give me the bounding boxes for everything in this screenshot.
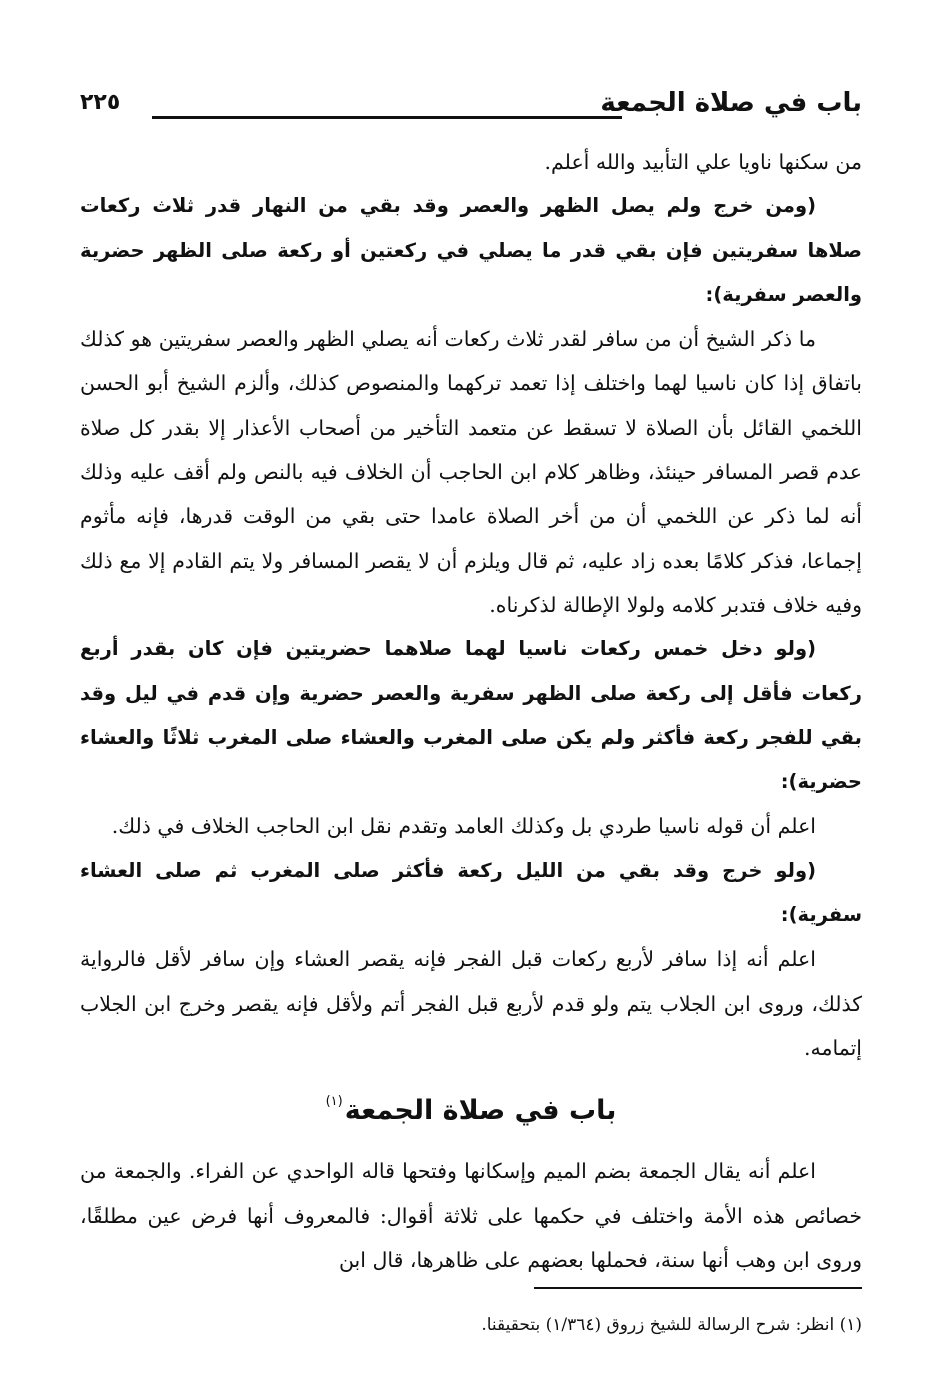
paragraph: ما ذكر الشيخ أن من سافر لقدر ثلاث ركعات أنه يصلي الظهر والعصر سفريتين هو كذلك باتفاق إذا كان ناسيا لهما واختلف إذا تعمد تركهما والمنصوص كذلك، وألزم الشيخ أبو الحسن اللخمي القائل بأن الصلاة لا تسقط عن متعمد التأخير من أصحاب الأعذار إلا بقدر كل صلاة عدم قصر المسافر حينئذ، وظاهر كلام ابن الحاجب أن الخلاف فيه بالنص ولم أقف عليه وذلك أنه لما ذكر عن اللخمي أن من أخر الصلاة عامدا حتى بقي من الوقت قدرها، فإنه مأثوم إجماعا، فذكر كلامًا بعده زاد عليه، ثم قال ويلزم أن لا يقصر المسافر ولا يتم القادم إلا مع ذلك وفيه خلاف فتدبر كلامه ولولا الإطالة لذكرناه. bbox=[80, 327, 862, 617]
paragraph: اعلم أنه إذا سافر لأربع ركعات قبل الفجر فإنه يقصر العشاء وإن سافر لأقل فالرواية كذلك، وروى ابن الجلاب يتم ولو قدم لأربع قبل الفجر أتم ولأقل فإنه يقصر وخرج ابن الجلاب إتمامه. bbox=[80, 947, 862, 1060]
page-header bbox=[80, 84, 862, 132]
running-title: باب في صلاة الجمعة bbox=[600, 88, 862, 118]
paragraph: اعلم أنه يقال الجمعة بضم الميم وإسكانها وفتحها قاله الواحدي عن الفراء. والجمعة من خصائص هذه الأمة واختلف في حكمها على ثلاثة أقوال: فالمعروف أنها فرض عين مطلقًا، وروى ابن وهب أنها سنة، فحملها بعضهم على ظاهرها، قال ابن bbox=[80, 1159, 862, 1272]
footnote-rule bbox=[534, 1287, 862, 1289]
footnote: (١) انظر: شرح الرسالة للشيخ زروق (١/٣٦٤) بتحقيقنا. bbox=[481, 1315, 862, 1335]
footnote-marker: (١) bbox=[325, 1094, 343, 1110]
matn-quote: (ومن خرج ولم يصل الظهر والعصر وقد بقي من النهار قدر ثلاث ركعات صلاها سفريتين فإن بقي قدر ما يصلي في ركعتين أو ركعة صلى الظهر حضرية والعصر سفرية): bbox=[80, 194, 862, 306]
chapter-heading-text: باب في صلاة الجمعة bbox=[344, 1095, 617, 1127]
page-number: ٢٢٥ bbox=[80, 90, 121, 115]
paragraph: من سكنها ناويا علي التأبيد والله أعلم. bbox=[544, 150, 862, 174]
matn-quote: (ولو دخل خمس ركعات ناسيا لهما صلاهما حضريتين فإن كان بقدر أربع ركعات فأقل إلى ركعة صلى الظهر سفرية والعصر حضرية وإن قدم في ليل وقد بقي للفجر ركعة فأكثر ولم يكن صلى المغرب والعشاء صلى المغرب ثلاثًا والعشاء حضرية): bbox=[80, 637, 862, 794]
paragraph: اعلم أن قوله ناسيا طردي بل وكذلك العامد وتقدم نقل ابن الحاجب الخلاف في ذلك. bbox=[111, 814, 816, 839]
matn-quote: (ولو خرج وقد بقي من الليل ركعة فأكثر صلى المغرب ثم صلى العشاء سفرية): bbox=[80, 858, 862, 927]
header-rule bbox=[152, 116, 622, 119]
chapter-heading bbox=[80, 1076, 862, 1137]
main-text bbox=[80, 140, 862, 1282]
